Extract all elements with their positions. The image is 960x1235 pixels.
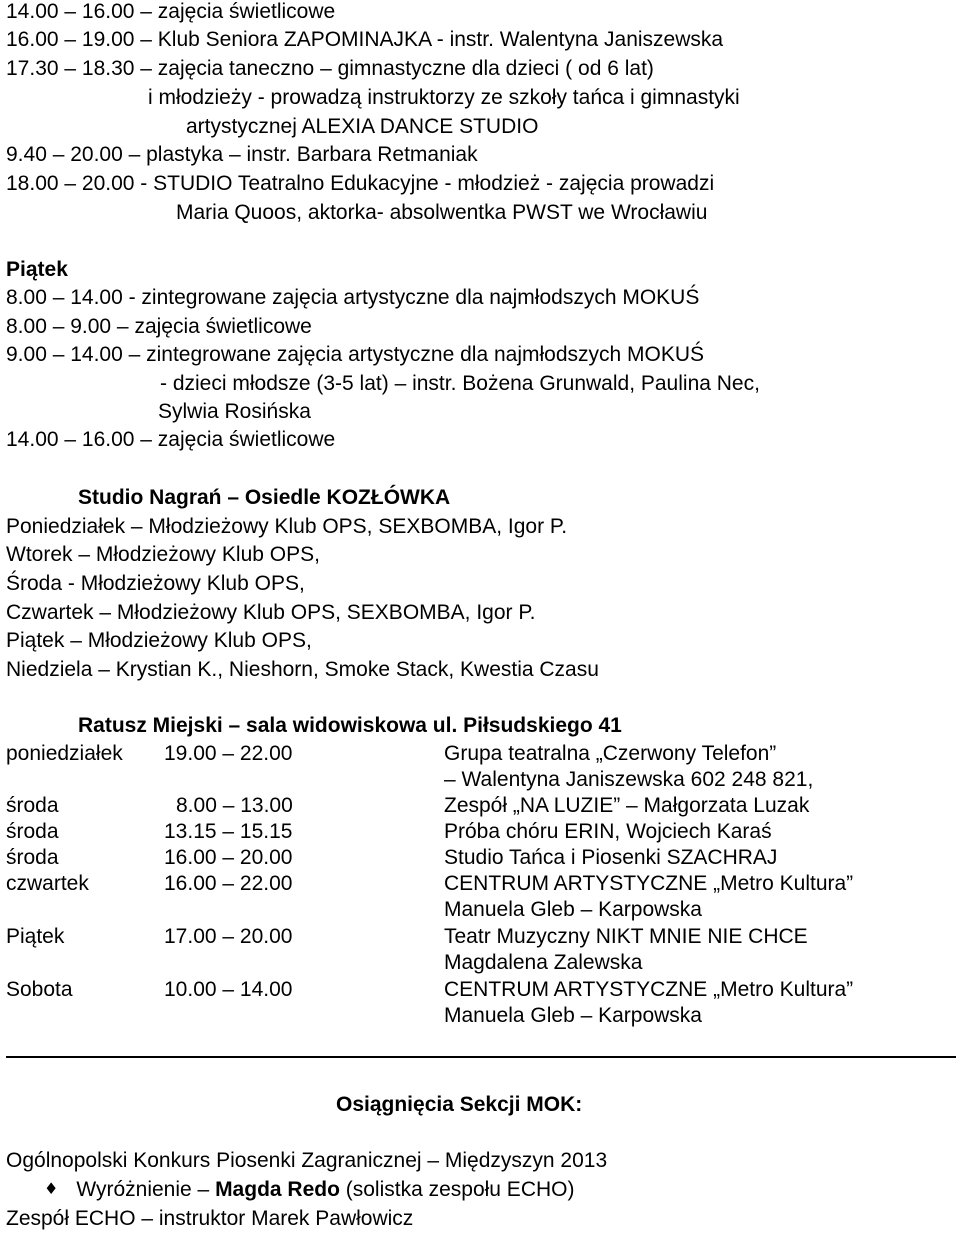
studio-line: Czwartek – Młodzieżowy Klub OPS, SEXBOMBA, Igor P. (6, 601, 536, 624)
award-name: Magda Redo (215, 1178, 340, 1201)
schedule-line-continuation: i młodzieży - prowadzą instruktorzy ze szkoły tańca i gimnastyki (148, 86, 740, 109)
ratusz-heading: Ratusz Miejski – sala widowiskowa ul. Piłsudskiego 41 (78, 714, 622, 737)
horizontal-divider (6, 1056, 956, 1058)
achievements-heading: Osiągnięcia Sekcji MOK: (336, 1093, 583, 1116)
row-time: 8.00 – 13.00 (176, 794, 293, 817)
row-time: 16.00 – 20.00 (164, 846, 293, 869)
schedule-line: 9.00 – 14.00 – zintegrowane zajęcia artystyczne dla najmłodszych MOKUŚ (6, 343, 705, 366)
schedule-line: 14.00 – 16.00 – zajęcia świetlicowe (6, 0, 336, 23)
row-description-continuation: Magdalena Zalewska (444, 951, 643, 974)
award-line (44, 1176, 574, 1205)
row-time: 13.15 – 15.15 (164, 820, 293, 843)
row-day: środa (6, 846, 59, 869)
schedule-line: 18.00 – 20.00 - STUDIO Teatralno Edukacyjne - młodzież - zajęcia prowadzi (6, 172, 715, 195)
contest-line: Ogólnopolski Konkurs Piosenki Zagranicznej – Międzyszyn 2013 (6, 1149, 608, 1172)
row-description-continuation: Manuela Gleb – Karpowska (444, 1004, 702, 1027)
row-description: Studio Tańca i Piosenki SZACHRAJ (444, 846, 778, 869)
award-suffix: (solistka zespołu ECHO) (339, 1178, 575, 1201)
schedule-line: 17.30 – 18.30 – zajęcia taneczno – gimnastyczne dla dzieci ( od 6 lat) (6, 57, 654, 80)
row-description-continuation: Manuela Gleb – Karpowska (444, 898, 702, 921)
row-day: czwartek (6, 872, 89, 895)
schedule-line: 16.00 – 19.00 – Klub Seniora ZAPOMINAJKA - instr. Walentyna Janiszewska (6, 28, 724, 51)
row-time: 16.00 – 22.00 (164, 872, 293, 895)
row-time: 19.00 – 22.00 (164, 742, 293, 765)
row-day: środa (6, 794, 59, 817)
schedule-line: 8.00 – 9.00 – zajęcia świetlicowe (6, 315, 312, 338)
studio-line: Wtorek – Młodzieżowy Klub OPS, (6, 543, 320, 566)
schedule-line-continuation: - dzieci młodsze (3-5 lat) – instr. Bożena Grunwald, Paulina Nec, (160, 372, 760, 395)
friday-heading: Piątek (6, 258, 68, 281)
row-description-continuation: – Walentyna Janiszewska 602 248 821, (444, 768, 814, 791)
row-day: Piątek (6, 925, 65, 948)
schedule-line-continuation: Maria Quoos, aktorka- absolwentka PWST we Wrocławiu (176, 201, 708, 224)
row-description: Grupa teatralna „Czerwony Telefon” (444, 742, 777, 765)
row-description: CENTRUM ARTYSTYCZNE „Metro Kultura” (444, 978, 854, 1001)
row-day: Sobota (6, 978, 73, 1001)
schedule-line-continuation: Sylwia Rosińska (158, 400, 311, 423)
studio-heading: Studio Nagrań – Osiedle KOZŁÓWKA (78, 486, 451, 509)
schedule-line: 8.00 – 14.00 - zintegrowane zajęcia artystyczne dla najmłodszych MOKUŚ (6, 286, 700, 309)
studio-line: Środa - Młodzieżowy Klub OPS, (6, 572, 305, 595)
row-description: Teatr Muzyczny NIKT MNIE NIE CHCE (444, 925, 808, 948)
row-day: poniedziałek (6, 742, 123, 765)
instructor-line: Zespół ECHO – instruktor Marek Pawłowicz (6, 1207, 414, 1230)
studio-line: Niedziela – Krystian K., Nieshorn, Smoke Stack, Kwestia Czasu (6, 658, 599, 681)
row-description: CENTRUM ARTYSTYCZNE „Metro Kultura” (444, 872, 854, 895)
studio-line: Poniedziałek – Młodzieżowy Klub OPS, SEXBOMBA, Igor P. (6, 515, 568, 538)
diamond-bullet-icon: ♦ (44, 1179, 59, 1198)
row-description: Zespół „NA LUZIE” – Małgorzata Luzak (444, 794, 810, 817)
schedule-line: 9.40 – 20.00 – plastyka – instr. Barbara Retmaniak (6, 143, 478, 166)
row-time: 17.00 – 20.00 (164, 925, 293, 948)
award-prefix: Wyróżnienie – (76, 1178, 216, 1201)
row-description: Próba chóru ERIN, Wojciech Karaś (444, 820, 772, 843)
schedule-line-continuation: artystycznej ALEXIA DANCE STUDIO (186, 115, 539, 138)
row-day: środa (6, 820, 59, 843)
schedule-line: 14.00 – 16.00 – zajęcia świetlicowe (6, 428, 336, 451)
row-time: 10.00 – 14.00 (164, 978, 293, 1001)
studio-line: Piątek – Młodzieżowy Klub OPS, (6, 629, 312, 652)
